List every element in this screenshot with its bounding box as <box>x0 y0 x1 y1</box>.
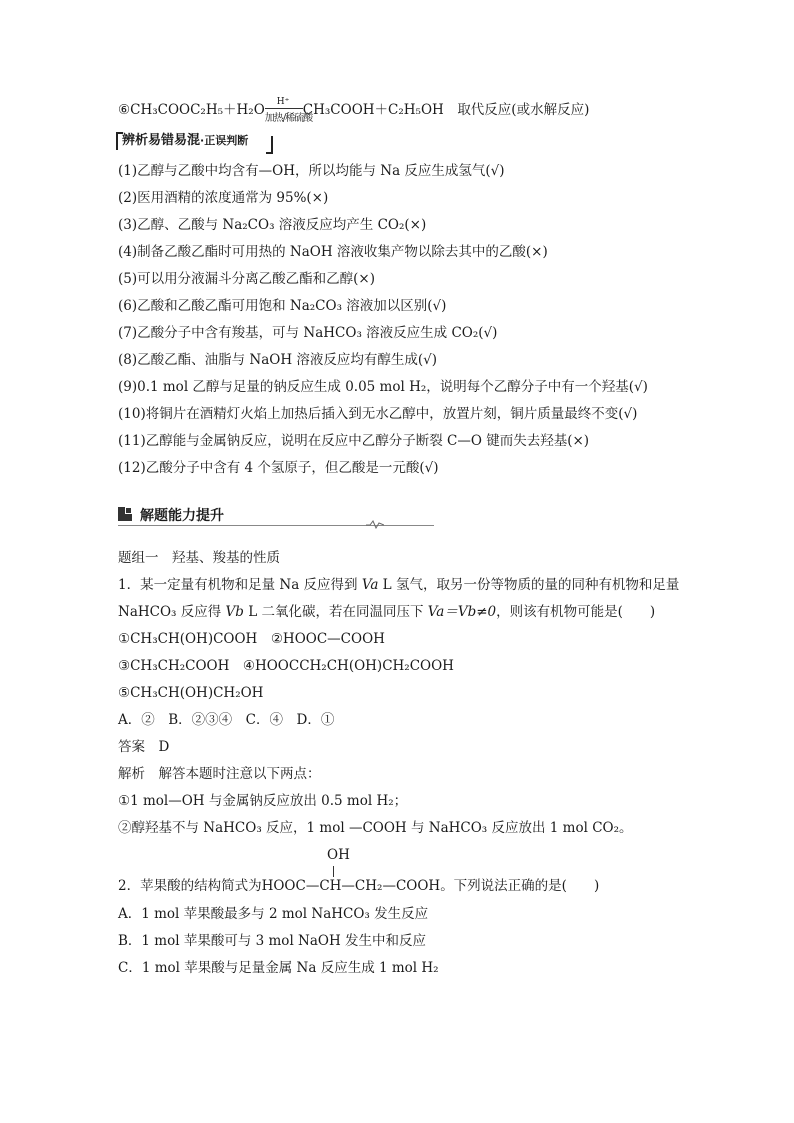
q1-stem-line2 <box>118 602 655 622</box>
judge-section-title <box>122 132 248 150</box>
reaction-line <box>118 97 590 124</box>
q1-options-row: ⑤CH₃CH(OH)CH₂OH <box>118 685 264 701</box>
judge-item: (3)乙醇、乙酸与 Na₂CO₃ 溶液反应均产生 CO₂(×) <box>118 217 427 233</box>
catalyst-label: H⁺ <box>276 97 290 107</box>
analysis-point: ②醇羟基不与 NaHCO₃ 反应，1 mol —COOH 与 NaHCO₃ 反应放出 1 mol CO₂。 <box>118 820 633 836</box>
q2-choice: A．1 mol 苹果酸最多与 2 mol NaHCO₃ 发生反应 <box>118 906 429 922</box>
q1-analysis <box>118 764 321 784</box>
section-square-icon <box>118 507 132 521</box>
q1-answer <box>118 737 169 757</box>
q1-text: ，则该有机物可能是( ) <box>496 604 656 620</box>
judge-item: (11)乙醇能与金属钠反应，说明在反应中乙醇分子断裂 C—O 键而失去羟基(×) <box>118 433 590 449</box>
q2-text: 2．苹果酸的结构简式为 <box>118 878 262 894</box>
reaction-number: ⑥ <box>118 102 131 118</box>
group-heading: 题组一 羟基、羧基的性质 <box>118 550 280 566</box>
q1-options-row: ①CH₃CH(OH)COOH ②HOOC—COOH <box>118 631 385 647</box>
reaction-arrow <box>264 97 313 124</box>
ability-section-title: 解题能力提升 <box>140 508 224 524</box>
judge-item: (6)乙酸和乙酸乙酯可用饱和 Na₂CO₃ 溶液加以区别(√) <box>118 298 447 314</box>
q1-text: L 二氧化碳，若在同温同压下 <box>243 604 428 620</box>
analysis-label: 解析 <box>118 766 145 782</box>
judge-item: (1)乙醇与乙酸中均含有—OH，所以均能与 Na 反应生成氢气(√) <box>118 163 505 179</box>
var-vb: Vb <box>225 604 244 620</box>
var-va: Va <box>361 577 379 593</box>
judge-item: (8)乙酸乙酯、油脂与 NaOH 溶液反应均有醇生成(√) <box>118 352 438 368</box>
q1-text: NaHCO₃ 反应得 <box>118 604 226 620</box>
q2-stem <box>118 876 599 896</box>
reaction-reactants: CH₃COOC₂H₅＋H₂O <box>130 102 265 118</box>
bracket-right <box>266 136 273 154</box>
judge-title-tag: ·正误判断 <box>200 134 249 147</box>
answer-value: D <box>158 739 170 755</box>
q2-text: 。下列说法正确的是( ) <box>440 878 600 894</box>
q1-choices: A．② B．②③④ C．④ D．① <box>118 712 335 728</box>
judge-item: (4)制备乙酸乙酯时可用热的 NaOH 溶液收集产物以除去其中的乙酸(×) <box>118 244 548 260</box>
q2-choice: C．1 mol 苹果酸与足量金属 Na 反应生成 1 mol H₂ <box>118 960 439 976</box>
q2-choice: B．1 mol 苹果酸可与 3 mol NaOH 发生中和反应 <box>118 933 427 949</box>
q1-text: 1．某一定量有机物和足量 Na 反应得到 <box>118 577 362 593</box>
structure-oh-label: OH <box>327 847 350 863</box>
judge-item: (7)乙酸分子中含有羧基，可与 NaHCO₃ 溶液反应生成 CO₂(√) <box>118 325 498 341</box>
reaction-products: CH₃COOH＋C₂H₅OH <box>302 102 444 118</box>
section-divider <box>118 525 434 526</box>
q1-text: L 氢气，取另一份等物质的量的同种有机物和足量 <box>378 577 680 593</box>
q1-stem-line1 <box>118 575 679 595</box>
judge-item: (5)可以用分液漏斗分离乙酸乙酯和乙醇(×) <box>118 271 375 287</box>
analysis-intro: 解答本题时注意以下两点： <box>158 766 321 782</box>
judge-item: (9)0.1 mol 乙醇与足量的钠反应生成 0.05 mol H₂，说明每个乙醇分子中有一个羟基(√) <box>118 379 648 395</box>
judge-title-text: 辨析易错易混 <box>122 133 201 148</box>
divider-wave-icon <box>366 519 384 529</box>
judge-item: (10)将铜片在酒精灯火焰上加热后插入到无水乙醇中，放置片刻，铜片质量最终不变(√) <box>118 406 638 422</box>
malic-acid-structure: HOOC—CH—CH₂—COOH <box>261 878 441 894</box>
answer-label: 答案 <box>118 739 145 755</box>
q1-options-row: ③CH₃CH₂COOH ④HOOCCH₂CH(OH)CH₂COOH <box>118 658 454 674</box>
reaction-type: 取代反应(或水解反应) <box>457 102 590 118</box>
analysis-point: ①1 mol—OH 与金属钠反应放出 0.5 mol H₂； <box>118 793 408 809</box>
judge-item: (12)乙酸分子中含有 4 个氢原子，但乙酸是一元酸(√) <box>118 460 439 476</box>
judge-item: (2)医用酒精的浓度通常为 95%(×) <box>118 190 329 206</box>
q1-equation: Va＝Vb≠0 <box>427 604 497 620</box>
condition-label: 加热/稀硫酸 <box>264 113 313 124</box>
